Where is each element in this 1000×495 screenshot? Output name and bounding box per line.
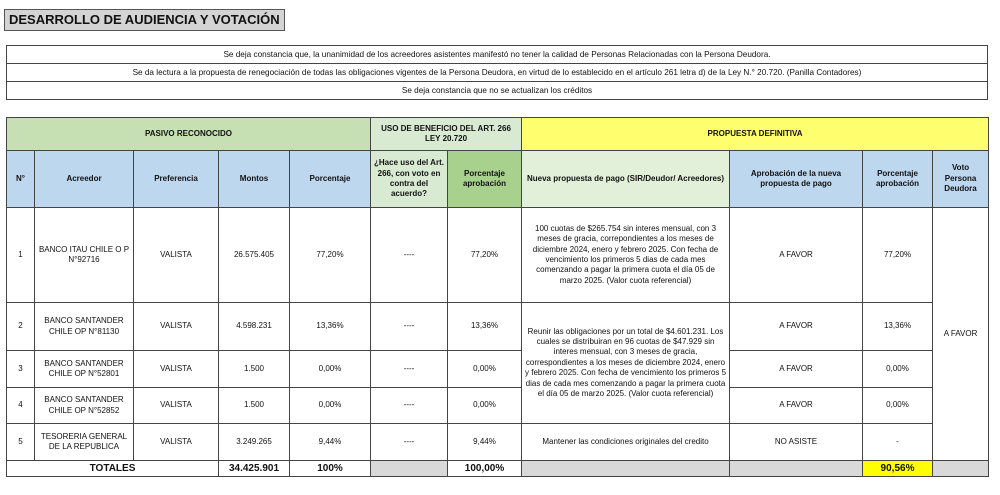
totals-row (7, 461, 989, 477)
cell-aprobacion: A FAVOR (730, 303, 863, 351)
cell-uso: ---- (371, 208, 448, 303)
cell-n: 1 (7, 208, 35, 303)
table-row (7, 351, 989, 388)
cell-porc-aprob-2: 0,00% (863, 388, 933, 424)
totals-empty-voto (933, 461, 989, 477)
cell-monto: 1.500 (219, 351, 290, 388)
cell-porcentaje: 13,36% (290, 303, 371, 351)
cell-acreedor: BANCO SANTANDER CHILE OP N°52852 (35, 388, 134, 424)
cell-aprobacion: A FAVOR (730, 351, 863, 388)
cell-porc-aprob-2: - (863, 424, 933, 461)
cell-aprobacion: NO ASISTE (730, 424, 863, 461)
group-pasivo-reconocido: PASIVO RECONOCIDO (7, 118, 371, 151)
group-uso-beneficio: USO DE BENEFICIO DEL ART. 266 LEY 20.720 (371, 118, 522, 151)
header-hace-uso: ¿Hace uso del Art. 266, con voto en contra del acuerdo? (371, 151, 448, 208)
cell-acreedor: BANCO ITAU CHILE O P N°92716 (35, 208, 134, 303)
cell-acreedor: TESORERIA GENERAL DE LA REPUBLICA (35, 424, 134, 461)
header-voto-deudora: Voto Persona Deudora (933, 151, 989, 208)
totals-empty-aprobacion (730, 461, 863, 477)
cell-preferencia: VALISTA (134, 388, 219, 424)
cell-voto-deudora: A FAVOR (933, 208, 989, 461)
cell-n: 5 (7, 424, 35, 461)
header-porcentaje: Porcentaje (290, 151, 371, 208)
table-row (7, 424, 989, 461)
cell-uso: ---- (371, 351, 448, 388)
cell-preferencia: VALISTA (134, 303, 219, 351)
cell-n: 2 (7, 303, 35, 351)
totals-porc-aprob-2: 90,56% (863, 461, 933, 477)
table-row (7, 303, 989, 351)
cell-porc-aprob-2: 13,36% (863, 303, 933, 351)
header-aprobacion: Aprobación de la nueva propuesta de pago (730, 151, 863, 208)
table-row (7, 208, 989, 303)
totals-empty-uso (371, 461, 448, 477)
header-porcentaje-aprobacion-2: Porcentaje aprobación (863, 151, 933, 208)
cell-porc-aprob: 0,00% (448, 388, 522, 424)
cell-preferencia: VALISTA (134, 208, 219, 303)
note-creditos: Se deja constancia que no se actualizan los créditos (7, 82, 988, 100)
cell-monto: 1.500 (219, 388, 290, 424)
cell-porc-aprob: 9,44% (448, 424, 522, 461)
cell-uso: ---- (371, 388, 448, 424)
cell-porcentaje: 0,00% (290, 351, 371, 388)
section-title: DESARROLLO DE AUDIENCIA Y VOTACIÓN (4, 9, 285, 31)
cell-porc-aprob: 13,36% (448, 303, 522, 351)
header-nueva-propuesta: Nueva propuesta de pago (SIR/Deudor/ Acreedores) (522, 151, 730, 208)
cell-porc-aprob-2: 0,00% (863, 351, 933, 388)
header-n: N° (7, 151, 35, 208)
cell-propuesta: 100 cuotas de $265.754 sin interes mensual, con 3 meses de gracia, correpondientes a los meses de diciembre 2024, enero y febrero 2025. Con fecha de vencimiento los primeros 5 dias de cada mes comenzando a pagar la primera cuota el día 05 de marzo 2025. (Valor cuota referencial) (522, 208, 730, 303)
header-preferencia: Preferencia (134, 151, 219, 208)
cell-uso: ---- (371, 303, 448, 351)
group-propuesta-definitiva: PROPUESTA DEFINITIVA (522, 118, 989, 151)
cell-porc-aprob: 0,00% (448, 351, 522, 388)
cell-preferencia: VALISTA (134, 424, 219, 461)
notes-table (6, 45, 988, 100)
voting-table (6, 117, 989, 477)
note-relacionadas: Se deja constancia que, la unanimidad de los acreedores asistentes manifestó no tener la calidad de Personas Relacionadas con la Persona Deudora. (7, 46, 988, 64)
cell-acreedor: BANCO SANTANDER CHILE OP N°52801 (35, 351, 134, 388)
cell-monto: 4.598.231 (219, 303, 290, 351)
cell-propuesta: Mantener las condiciones originales del credito (522, 424, 730, 461)
totals-porc-aprob: 100,00% (448, 461, 522, 477)
header-montos: Montos (219, 151, 290, 208)
header-porcentaje-aprobacion: Porcentaje aprobación (448, 151, 522, 208)
cell-aprobacion: A FAVOR (730, 388, 863, 424)
header-acreedor: Acreedor (35, 151, 134, 208)
cell-monto: 26.575.405 (219, 208, 290, 303)
cell-porcentaje: 9,44% (290, 424, 371, 461)
note-lectura: Se da lectura a la propuesta de renegociación de todas las obligaciones vigentes de la Persona Deudora, en virtud de lo establecido en el artículo 261 letra d) de la Ley N.° 20.720. (Panilla Contadores) (7, 64, 988, 82)
totals-porcentaje: 100% (290, 461, 371, 477)
totals-monto: 34.425.901 (219, 461, 290, 477)
cell-n: 4 (7, 388, 35, 424)
cell-uso: ---- (371, 424, 448, 461)
totals-empty-propuesta (522, 461, 730, 477)
cell-aprobacion: A FAVOR (730, 208, 863, 303)
cell-n: 3 (7, 351, 35, 388)
totals-label: TOTALES (7, 461, 219, 477)
cell-propuesta: Reunir las obligaciones por un total de $4.601.231. Los cuales se distribuiran en 96 cuotas de $47.929 sin interes mensual, con 3 meses de gracia, correspondientes a los meses de diciembre 2024, enero y febrero 2025. Con fecha de vencimiento los primeros 5 dias de cada mes comenzando a pagar la primera cuota el día 05 de marzo 2025. (Valor cuota referencial) (522, 303, 730, 424)
cell-porc-aprob-2: 77,20% (863, 208, 933, 303)
cell-porcentaje: 77,20% (290, 208, 371, 303)
cell-preferencia: VALISTA (134, 351, 219, 388)
cell-monto: 3.249.265 (219, 424, 290, 461)
table-row (7, 388, 989, 424)
cell-porc-aprob: 77,20% (448, 208, 522, 303)
cell-porcentaje: 0,00% (290, 388, 371, 424)
cell-acreedor: BANCO SANTANDER CHILE OP N°81130 (35, 303, 134, 351)
